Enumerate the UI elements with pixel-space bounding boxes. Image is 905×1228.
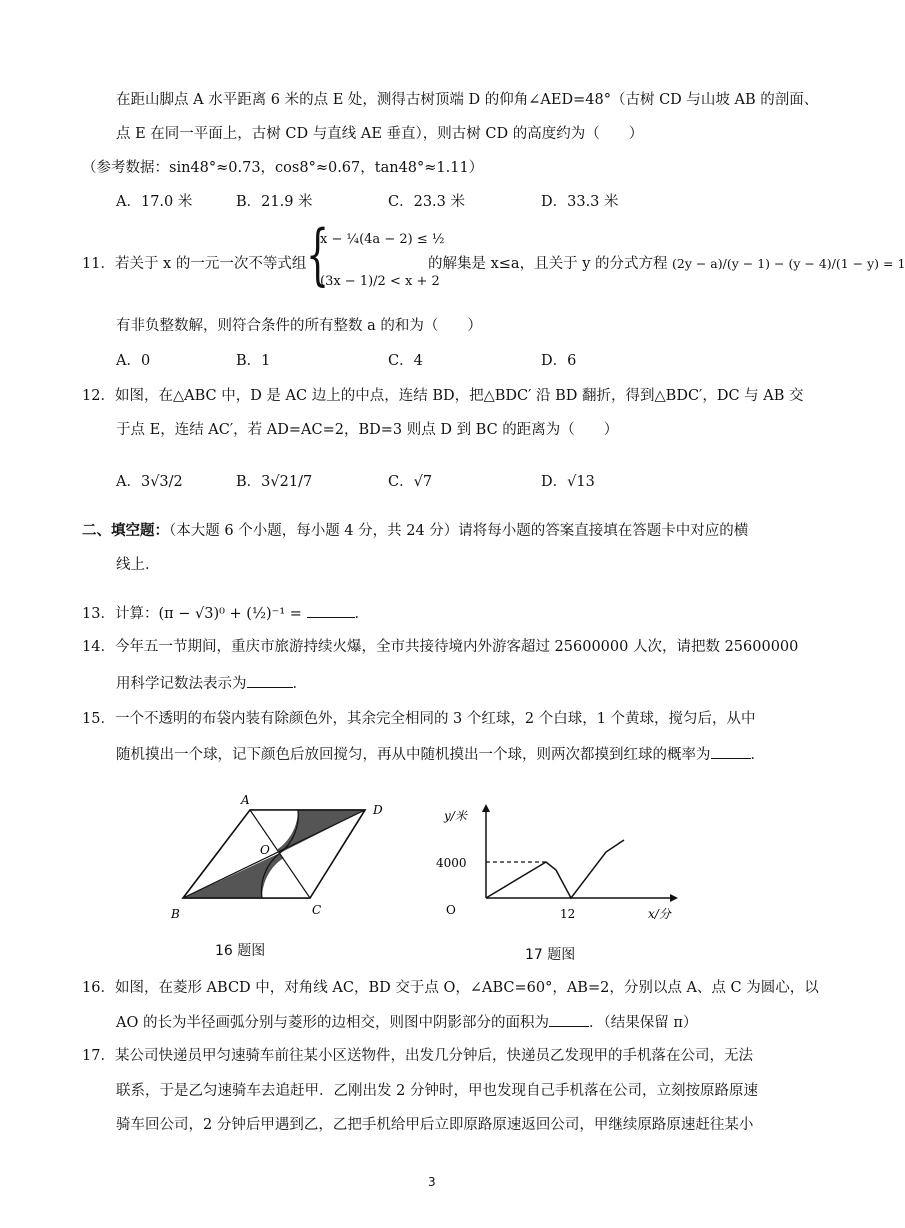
q11-option-d: D．6 (541, 353, 577, 369)
q10-line2: 点 E 在同一平面上，古树 CD 与直线 AE 垂直），则古树 CD 的高度约为（ ） (116, 126, 644, 142)
q17-line1: 17．某公司快递员甲匀速骑车前往某小区送物件，出发几分钟后，快递员乙发现甲的手机落在公司，无法 (82, 1048, 753, 1064)
q11-option-c: C．4 (388, 353, 423, 369)
q11-prefix: 11．若关于 x 的一元一次不等式组 (82, 256, 307, 272)
q12-line2: 于点 E，连结 AC′，若 AD=AC=2，BD=3 则点 D 到 BC 的距离为（ ） (116, 422, 619, 438)
q11-option-b: B．1 (236, 353, 271, 369)
page-number: 3 (428, 1175, 436, 1189)
q10-option-a: A．17.0 米 (116, 194, 193, 210)
x-tick-12: 12 (560, 907, 576, 921)
label-b: B (171, 907, 180, 921)
q11-option-a: A．0 (116, 353, 151, 369)
q13-line: 13．计算：(π − √3)⁰ + (½)⁻¹ = ． (82, 603, 369, 624)
y-axis-arrow (482, 804, 490, 812)
q12-option-a: A．3√3/2 (116, 474, 183, 490)
origin-label: O (446, 903, 456, 917)
q11-inequality-2: (3x − 1)/2 < x + 2 (320, 274, 440, 289)
q16-answer-blank[interactable] (549, 1012, 589, 1027)
q16-line2-end: ．（结果保留 π） (588, 1015, 698, 1031)
q14-line2: 用科学记数法表示为 (116, 676, 247, 692)
q16-line1: 16．如图，在菱形 ABCD 中，对角线 AC，BD 交于点 O，∠ABC=60°，AB=2，分别以点 A、点 C 为圆心，以 (82, 980, 819, 996)
q14-line2-wrap: 用科学记数法表示为 ． (116, 673, 307, 694)
figure-17-caption: 17 题图 (525, 947, 576, 963)
q10-line1: 在距山脚点 A 水平距离 6 米的点 E 处，测得古树顶端 D 的仰角∠AED=48°（古树 CD 与山坡 AB 的剖面、 (116, 92, 819, 108)
figure-16 (165, 790, 405, 930)
q12-line1: 12．如图，在△ABC 中，D 是 AC 边上的中点，连结 BD，把△BDC′ 沿 BD 翻折，得到△BDC′，DC 与 AB 交 (82, 388, 804, 404)
q14-line1: 14．今年五一节期间，重庆市旅游持续火爆，全市共接待境内外游客超过 25600000 人次，请把数 25600000 (82, 639, 799, 655)
label-o: O (260, 843, 270, 857)
label-a: A (241, 793, 250, 807)
q17-line3: 骑车回公司，2 分钟后甲遇到乙，乙把手机给甲后立即原路原速返回公司，甲继续原路原速赶往某小 (116, 1117, 754, 1133)
q15-line2: 随机摸出一个球，记下颜色后放回搅匀，再从中随机摸出一个球，则两次都摸到红球的概率为 (116, 747, 711, 763)
q10-option-c: C．23.3 米 (388, 194, 465, 210)
graph-polyline (486, 840, 624, 898)
figure-16-caption: 16 题图 (215, 943, 266, 959)
figure-17 (430, 798, 680, 928)
y-axis-label: y/米 (444, 809, 467, 823)
x-axis-arrow (670, 894, 678, 902)
q13-answer-blank[interactable] (307, 603, 355, 618)
section2-line2: 线上． (116, 557, 160, 573)
section2-title: 二、填空题： (82, 522, 169, 539)
q10-reference-data: （参考数据：sin48°≈0.73，cos8°≈0.67，tan48°≈1.11） (82, 160, 484, 176)
q12-option-d: D．√13 (541, 474, 595, 490)
q15-answer-blank[interactable] (711, 744, 751, 759)
q12-option-b: B．3√21/7 (236, 474, 313, 490)
x-axis-label: x/分 (648, 907, 671, 921)
q11-line2: 有非负整数解，则符合条件的所有整数 a 的和为（ ） (116, 318, 482, 334)
label-c: C (312, 903, 322, 917)
q10-option-d: D．33.3 米 (541, 194, 619, 210)
q11-equation: (2y − a)/(y − 1) − (y − 4)/(1 − y) = 1 (672, 256, 905, 271)
q11-inequality-1: x − ¼(4a − 2) ≤ ½ (320, 232, 445, 247)
q13-text: 13．计算：(π − √3)⁰ + (½)⁻¹ = (82, 606, 302, 622)
q16-line2-wrap (116, 1012, 697, 1033)
q14-answer-blank[interactable] (247, 673, 293, 688)
q11-middle: 的解集是 x≤a，且关于 y 的分式方程 (428, 256, 668, 272)
q15-line2-wrap: 随机摸出一个球，记下颜色后放回搅匀，再从中随机摸出一个球，则两次都摸到红球的概率为 ． (116, 744, 765, 765)
section2-desc: （本大题 6 个小题，每小题 4 分，共 24 分）请将每小题的答案直接填在答题卡中对应的横 (169, 523, 749, 539)
q15-line1: 15．一个不透明的布袋内装有除颜色外，其余完全相同的 3 个红球，2 个白球，1 个黄球，搅匀后，从中 (82, 711, 756, 727)
section2-heading (82, 521, 748, 541)
y-tick-4000: 4000 (436, 856, 467, 870)
label-d: D (373, 803, 383, 817)
q10-option-b: B．21.9 米 (236, 194, 313, 210)
q12-option-c: C．√7 (388, 474, 433, 490)
q17-line2: 联系，于是乙匀速骑车去追赶甲．乙刚出发 2 分钟时，甲也发现自己手机落在公司，立刻按原路原速 (116, 1083, 758, 1099)
q11-brace: { (306, 216, 330, 293)
q16-line2: AO 的长为半径画弧分别与菱形的边相交，则图中阴影部分的面积为 (116, 1015, 549, 1031)
q11-inequality-system (306, 216, 445, 306)
